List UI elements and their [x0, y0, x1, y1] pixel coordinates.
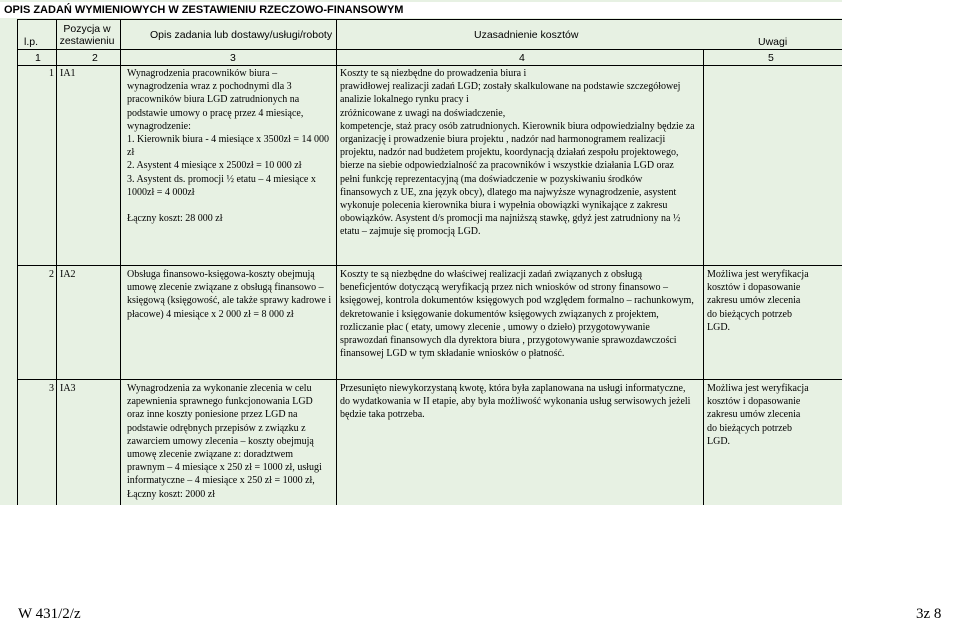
- grid-line: [17, 49, 842, 50]
- row2-uzas-line: księgowej, kontrola dokumentów księgowych pod względem formalno – rachunkowym,: [340, 295, 694, 307]
- row3-lp: 3: [49, 383, 54, 394]
- colnum-5: 5: [768, 52, 774, 64]
- row1-uzas-line: etatu – zajmuje się promocją LGD.: [340, 226, 481, 238]
- grid-line: [17, 265, 842, 266]
- row1-uzasadnienie: [340, 67, 705, 239]
- row3-uwagi-line: do bieżących potrzeb: [707, 422, 792, 434]
- row1-opis-line: 1. Kierownik biura - 4 miesiące x 3500zł = 14 000: [127, 134, 329, 146]
- row1-uzas-line: bierze na siebie odpowiedzialność za pracowników i wszystkie działania LGD oraz: [340, 160, 674, 172]
- header-uzasadnienie: Uzasadnienie kosztów: [474, 29, 579, 41]
- row2-uwagi-line: do bieżących potrzeb: [707, 308, 792, 320]
- row1-opis-line: wynagrodzenie:: [127, 120, 191, 132]
- row2-uzas-line: beneficjentów dotyczącą weryfikacją przez nich wniosków od strony finansowo –: [340, 282, 668, 294]
- footer-page-number: 3z 8: [916, 606, 942, 622]
- grid-line: [17, 379, 842, 380]
- row1-uzas-line: finansowych z UE, zna język obcy), dlatego ma najwyższe wynagrodzenie, asystent: [340, 186, 677, 198]
- row1-uzas-line: kompetencje, staż pracy osób zatrudnionych. Kierownik biura odpowiedzialny będzie za: [340, 120, 695, 132]
- row1-opis-line: Wynagrodzenia pracowników biura –: [127, 68, 278, 79]
- row3-opis-line: zawarciem umowy zlecenia – koszty obejmują: [127, 435, 314, 447]
- row3-uwagi-line: zakresu umów zlecenia: [707, 409, 801, 421]
- header-lp: l.p.: [24, 36, 39, 48]
- colnum-1: 1: [35, 52, 41, 64]
- grid-line: [336, 19, 337, 505]
- row3-opis-line: informatyczne – 4 miesiące x 250 zł = 1000 zł,: [127, 475, 315, 487]
- row3-opis-line: oraz inne koszty poniesione przez LGD na: [127, 409, 298, 421]
- row2-uwagi-line: Możliwa jest weryfikacja: [707, 269, 809, 280]
- row2-uzas-line: rozliczanie płac ( etaty, umowy zlecenie , umowy o dzieło) przygotowywanie: [340, 321, 650, 333]
- grid-line: [17, 19, 842, 20]
- row1-uzas-line: projektu, nadzór nad budżetem projektu, koordynacją działań zespołu projektowego,: [340, 147, 679, 159]
- row2-uwagi-line: LGD.: [707, 321, 731, 333]
- footer-document-code: W 431/2/z: [18, 606, 81, 622]
- row2-uzas-line: Koszty te są niezbędne do właściwej realizacji zadań związanych z obsługą: [340, 269, 643, 280]
- row3-uwagi-line: kosztów i dopasowanie: [707, 396, 801, 408]
- row1-uzas-line: pełni funkcję reprezentacyjną (ma doświadczenie w pozyskiwaniu środków: [340, 173, 643, 185]
- document-title: OPIS ZADAŃ WYMIENIOWYCH W ZESTAWIENIU RZECZOWO-FINANSOWYM: [0, 2, 842, 18]
- row3-uzas-line: Przesunięto niewykorzystaną kwotę, która była zaplanowana na usługi informatyczne,: [340, 383, 686, 394]
- row3-uzas-line: do wydatkowania w II etapie, aby była możliwość wykonania usług serwisowych jeżeli: [340, 396, 691, 408]
- row2-uzas-line: sprawozdań finansowych dla dyrektora biura , przygotowywanie sprawozdawczości: [340, 335, 677, 347]
- row1-uzas-line: prawidłowej realizacji zadań LGD; zostały skalkulowane na podstawie szczegółowej: [340, 81, 681, 93]
- row3-opis-line: podstawie odrębnych przepisów z związku z: [127, 422, 306, 434]
- row1-lp: 1: [49, 68, 54, 79]
- row2-uwagi-line: zakresu umów zlecenia: [707, 295, 801, 307]
- row1-opis-line: 1000zł = 4 000zł: [127, 186, 195, 198]
- row1-opis-line: podstawie umowy o pracę przez 4 miesiące,: [127, 107, 304, 119]
- colnum-2: 2: [92, 52, 98, 64]
- row1-opis-line: wynagrodzenia wraz z pochodnymi dla 3: [127, 81, 292, 93]
- row1-opis-line: [127, 199, 335, 212]
- row1-uzas-line: wykonuje polecenia kierownika biura i wypełnia obowiązki wynikające z zakresu: [340, 200, 668, 212]
- row1-opis-total: Łączny koszt: 28 000 zł: [127, 213, 223, 225]
- colnum-3: 3: [230, 52, 236, 64]
- row3-opis-total: Łączny koszt: 2000 zł: [127, 488, 216, 500]
- row3-opis-line: Wynagrodzenia za wykonanie zlecenia w celu: [127, 383, 312, 394]
- header-pozycja: Pozycja w zestawieniu: [59, 23, 115, 47]
- row3-opis-line: prawnym – 4 miesiące x 250 zł = 1000 zł, usługi: [127, 462, 322, 474]
- grid-line: [17, 19, 18, 505]
- row1-uzas-line: analizie lokalnego rynku pracy i: [340, 94, 469, 106]
- row2-uzas-line: dekretowanie i księgowanie dokumentów księgowych związanych z projektem,: [340, 308, 659, 320]
- header-opis: Opis zadania lub dostawy/usługi/roboty: [150, 29, 333, 41]
- row3-uzas-line: będzie taka potrzeba.: [340, 409, 425, 421]
- row2-opis-line: płacowe) 4 miesiące x 2 000 zł = 8 000 zł: [127, 308, 294, 320]
- row3-uzasadnienie: [340, 382, 702, 422]
- row2-opis-line: umowę zlecenie związane z obsługą finansowo –: [127, 282, 324, 294]
- row1-opis: [127, 67, 335, 225]
- row2-uzasadnienie: [340, 268, 702, 360]
- row3-opis-line: zapewnienia sprawnego funkcjonowania LGD: [127, 396, 313, 408]
- row2-opis: [127, 268, 335, 321]
- row2-uzas-line: finansowej LGD w tym składanie wniosków o płatność.: [340, 348, 565, 360]
- row3-opis-line: umowę zlecenie związane z: doradztwem: [127, 449, 294, 461]
- row1-uzas-line: obowiązków. Asystent d/s promocji ma najniższą stawkę, gdyż jest zatrudniony na ½: [340, 213, 681, 225]
- row2-uwagi-line: kosztów i dopasowanie: [707, 282, 801, 294]
- row1-opis-line: 2. Asystent 4 miesiące x 2500zł = 10 000 zł: [127, 160, 302, 172]
- row3-uwagi: [707, 382, 841, 448]
- header-uwagi: Uwagi: [758, 36, 788, 48]
- row1-uzas-line: organizację i prowadzenie biura projektu , nadzór nad harmonogramem realizacji: [340, 134, 666, 146]
- row1-opis-line: 3. Asystent ds. promocji ½ etatu – 4 miesiące x: [127, 173, 316, 185]
- row3-pozycja: IA3: [60, 383, 76, 394]
- row1-pozycja: IA1: [60, 68, 76, 79]
- row1-opis-line: zł: [127, 147, 135, 159]
- grid-line: [120, 19, 121, 505]
- row2-pozycja: IA2: [60, 269, 76, 280]
- row1-uzas-line: Koszty te są niezbędne do prowadzenia biura i: [340, 68, 527, 79]
- colnum-4: 4: [519, 52, 525, 64]
- row3-uwagi-line: Możliwa jest weryfikacja: [707, 383, 809, 394]
- grid-line: [17, 65, 842, 66]
- row2-uwagi: [707, 268, 841, 334]
- grid-line: [56, 19, 57, 505]
- row1-opis-line: pracowników biura LGD zatrudnionych na: [127, 94, 300, 106]
- row3-uwagi-line: LGD.: [707, 435, 731, 447]
- row2-opis-line: księgową (księgowość, ale także sprawy kadrowe i: [127, 295, 332, 307]
- row1-uzas-line: zróżnicowane z uwagi na doświadczenie,: [340, 107, 506, 119]
- row3-opis: [127, 382, 335, 501]
- row2-lp: 2: [49, 269, 54, 280]
- row2-opis-line: Obsługa finansowo-księgowa-koszty obejmują: [127, 269, 315, 280]
